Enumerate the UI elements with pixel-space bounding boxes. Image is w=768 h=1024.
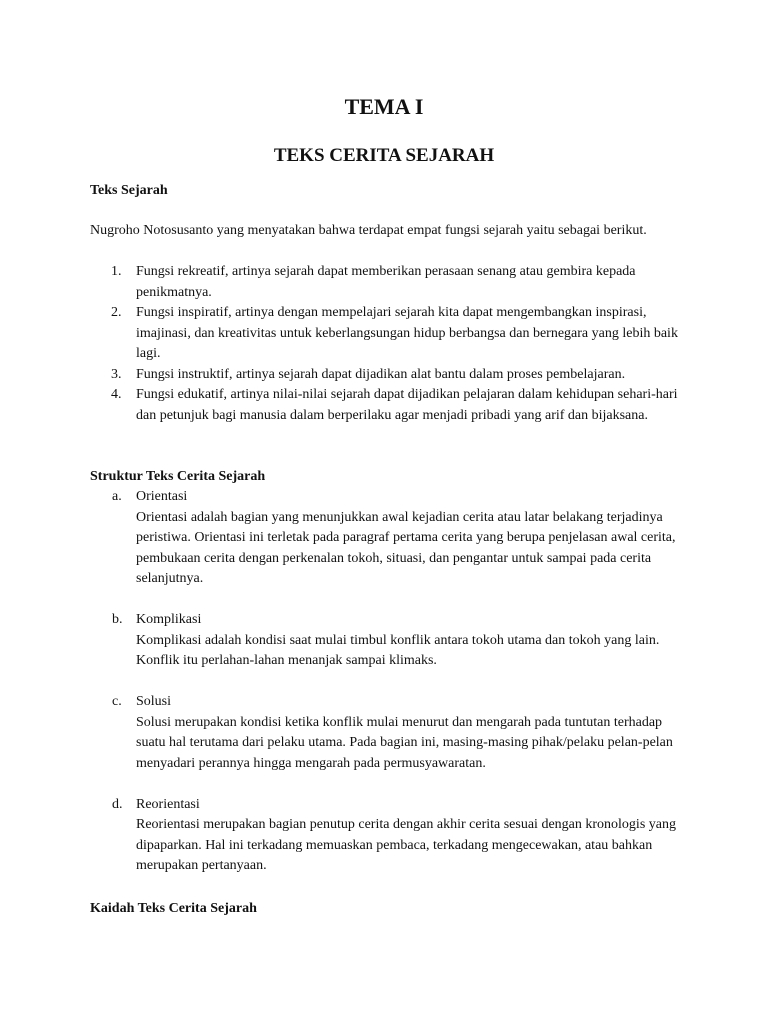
- list-marker: 3.: [111, 366, 122, 382]
- intro-paragraph: Nugroho Notosusanto yang menyatakan bahwa terdapat empat fungsi sejarah yaitu sebagai berikut.: [90, 223, 647, 238]
- section-heading-kaidah: Kaidah Teks Cerita Sejarah: [90, 901, 257, 916]
- list-item-title: Solusi: [136, 694, 172, 709]
- list-item: [90, 487, 680, 590]
- list-item: [90, 303, 680, 365]
- function-list: [90, 262, 680, 426]
- section-heading-struktur: Struktur Teks Cerita Sejarah: [90, 469, 266, 484]
- list-item-title: Orientasi: [136, 489, 188, 504]
- document-title: TEMA I: [344, 94, 424, 119]
- list-item: [90, 692, 680, 774]
- list-item: [90, 365, 680, 386]
- list-marker: 4.: [111, 387, 122, 402]
- list-marker: 2.: [111, 305, 122, 320]
- list-item: [90, 610, 680, 672]
- section-heading-teks-sejarah: Teks Sejarah: [90, 183, 168, 198]
- list-item-title: Reorientasi: [136, 796, 200, 812]
- list-item-text: Fungsi edukatif, artinya nilai-nilai sejarah dapat dijadikan pelajaran dalam kehidupan sehari-hari dan petunjuk bagi manusia dalam berperilaku agar menjadi pribadi yang arif dan bijaksana.: [136, 387, 678, 423]
- list-item-description: Reorientasi merupakan bagian penutup cerita dengan akhir cerita sesuai dengan kronologis yang dipaparkan. Hal ini terkadang memuaskan pembaca, terkadang mengecewakan, atau bahkan merupakan pertanyaan.: [136, 817, 676, 873]
- list-item-description: Solusi merupakan kondisi ketika konflik mulai menurut dan mengarah pada tuntutan terhadap suatu hal terutama dari pelaku utama. Pada bagian ini, masing-masing pihak/pelaku pelan-pelan menyadari perannya hingga mengarah pada permusyawaratan.: [136, 714, 673, 771]
- list-item: [90, 795, 680, 877]
- list-marker: 1.: [111, 264, 122, 279]
- list-item-text: Fungsi instruktif, artinya sejarah dapat dijadikan alat bantu dalam proses pembelajaran.: [136, 366, 626, 382]
- list-marker: a.: [112, 489, 122, 504]
- list-item-text: Fungsi inspiratif, artinya dengan mempelajari sejarah kita dapat mengembangkan inspirasi, imajinasi, dan kreativitas untuk keberlangsungan hidup berbangsa dan bernegara yang lebih baik lagi.: [136, 305, 678, 361]
- structure-list: [90, 487, 680, 897]
- list-item-description: Orientasi adalah bagian yang menunjukkan awal kejadian cerita atau latar belakang terjadinya peristiwa. Orientasi ini terletak pada paragraf pertama cerita yang berupa penjelasan awal cerita, pembukaan cerita dengan perkenalan tokoh, situasi, dan pengantar untuk sampai pada cerita selanjutnya.: [136, 509, 676, 586]
- document-subtitle: TEKS CERITA SEJARAH: [273, 145, 495, 166]
- list-item-description: Komplikasi adalah kondisi saat mulai timbul konflik antara tokoh utama dan tokoh yang lain. Konflik itu perlahan-lahan menanjak sampai klimaks.: [136, 632, 660, 668]
- list-marker: d.: [112, 796, 123, 812]
- list-marker: c.: [112, 694, 122, 709]
- list-marker: b.: [112, 612, 123, 627]
- list-item-title: Komplikasi: [136, 612, 202, 627]
- list-item: [90, 262, 680, 303]
- list-item: [90, 385, 680, 426]
- list-item-text: Fungsi rekreatif, artinya sejarah dapat memberikan perasaan senang atau gembira kepada penikmatnya.: [136, 264, 636, 300]
